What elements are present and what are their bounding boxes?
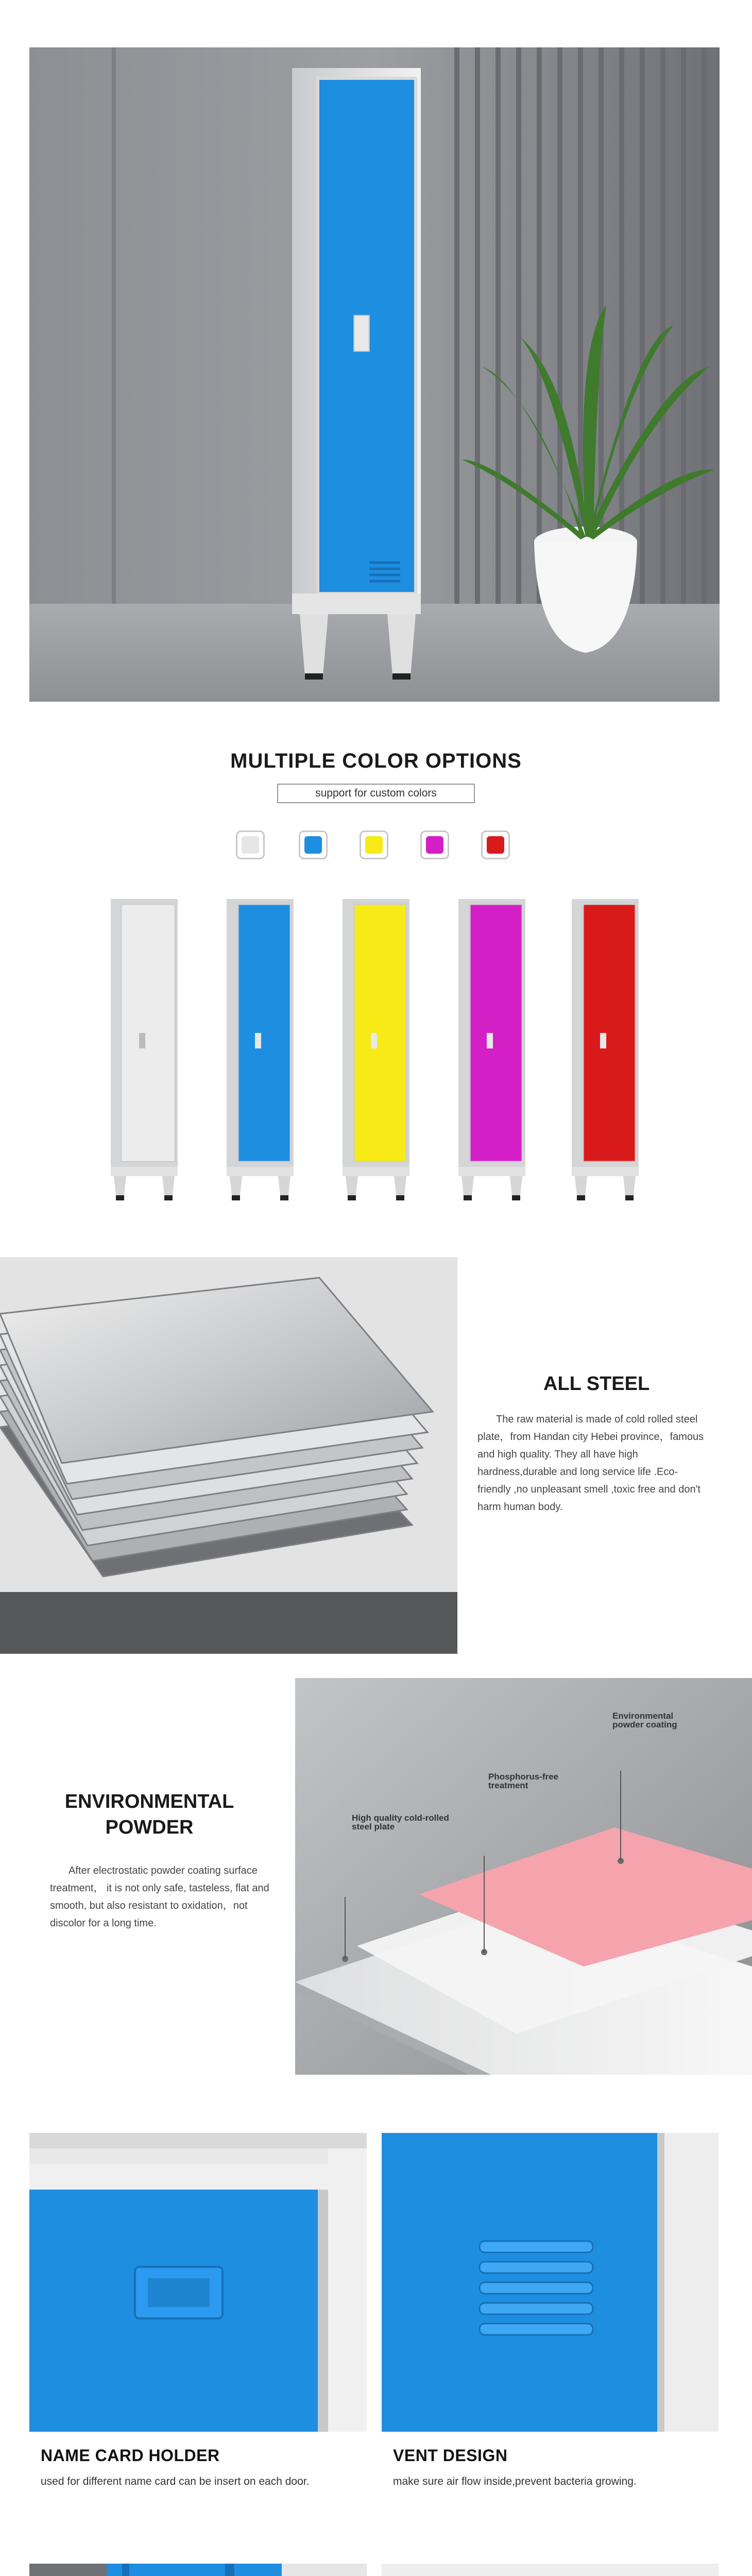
swatch-magenta-fill [426, 836, 443, 854]
label-phosphorus: Phosphorus-free treatment [488, 1772, 559, 1790]
swatch-yellow-fill [365, 836, 383, 854]
swatch-grey-fill [242, 836, 259, 854]
coat-hook-image [29, 2564, 367, 2576]
swatch-magenta[interactable] [420, 831, 449, 859]
feature-desc-vent-design: make sure air flow inside,prevent bacteria growing. [393, 2476, 637, 2487]
locker-grey [111, 899, 178, 1203]
swatch-blue[interactable] [299, 831, 328, 859]
feature-title-name-card-holder: NAME CARD HOLDER [41, 2446, 220, 2465]
locker-blue [227, 899, 294, 1203]
swatch-yellow[interactable] [360, 831, 388, 859]
coating-layers-image [295, 1678, 752, 2075]
all-steel-title: ALL STEEL [543, 1373, 650, 1395]
swatch-red-fill [487, 836, 504, 854]
vent-design-image [382, 2133, 719, 2432]
locker-yellow [343, 899, 409, 1203]
hero-image [29, 47, 720, 702]
locker-red [572, 899, 639, 1203]
swatch-grey[interactable] [236, 831, 265, 859]
all-steel-text: The raw material is made of cold rolled steel plate，from Handan city Hebei province，famous and high quality. They all have high hardness,durable and long service life .Eco-friendly ,no unpleasant smell ,toxic free and don't harm human body. [477, 1414, 704, 1513]
steel-sheets-image [0, 1257, 457, 1654]
env-title-line2: POWDER [105, 1817, 194, 1838]
color-options-subtitle: support for custom colors [315, 787, 437, 799]
swatch-red[interactable] [481, 831, 510, 859]
swatch-blue-fill [304, 836, 322, 854]
label-coating: Environmental powder coating [612, 1711, 677, 1730]
env-title-line1: ENVIRONMENTAL [64, 1791, 234, 1812]
color-options-title: MULTIPLE COLOR OPTIONS [230, 750, 522, 772]
locker-magenta [458, 899, 525, 1203]
label-steel: High quality cold-rolled steel plate [352, 1813, 449, 1832]
feature-desc-name-card-holder: used for different name card can be insert on each door. [41, 2476, 310, 2487]
standing-foot-image [382, 2564, 719, 2576]
name-card-holder-image [29, 2133, 367, 2432]
env-text: After electrostatic powder coating surface treatment， it is not only safe, tasteless, flat and smooth, but also resistant to oxidation，not discolor for a long time. [50, 1865, 269, 1929]
feature-title-vent-design: VENT DESIGN [393, 2446, 508, 2465]
